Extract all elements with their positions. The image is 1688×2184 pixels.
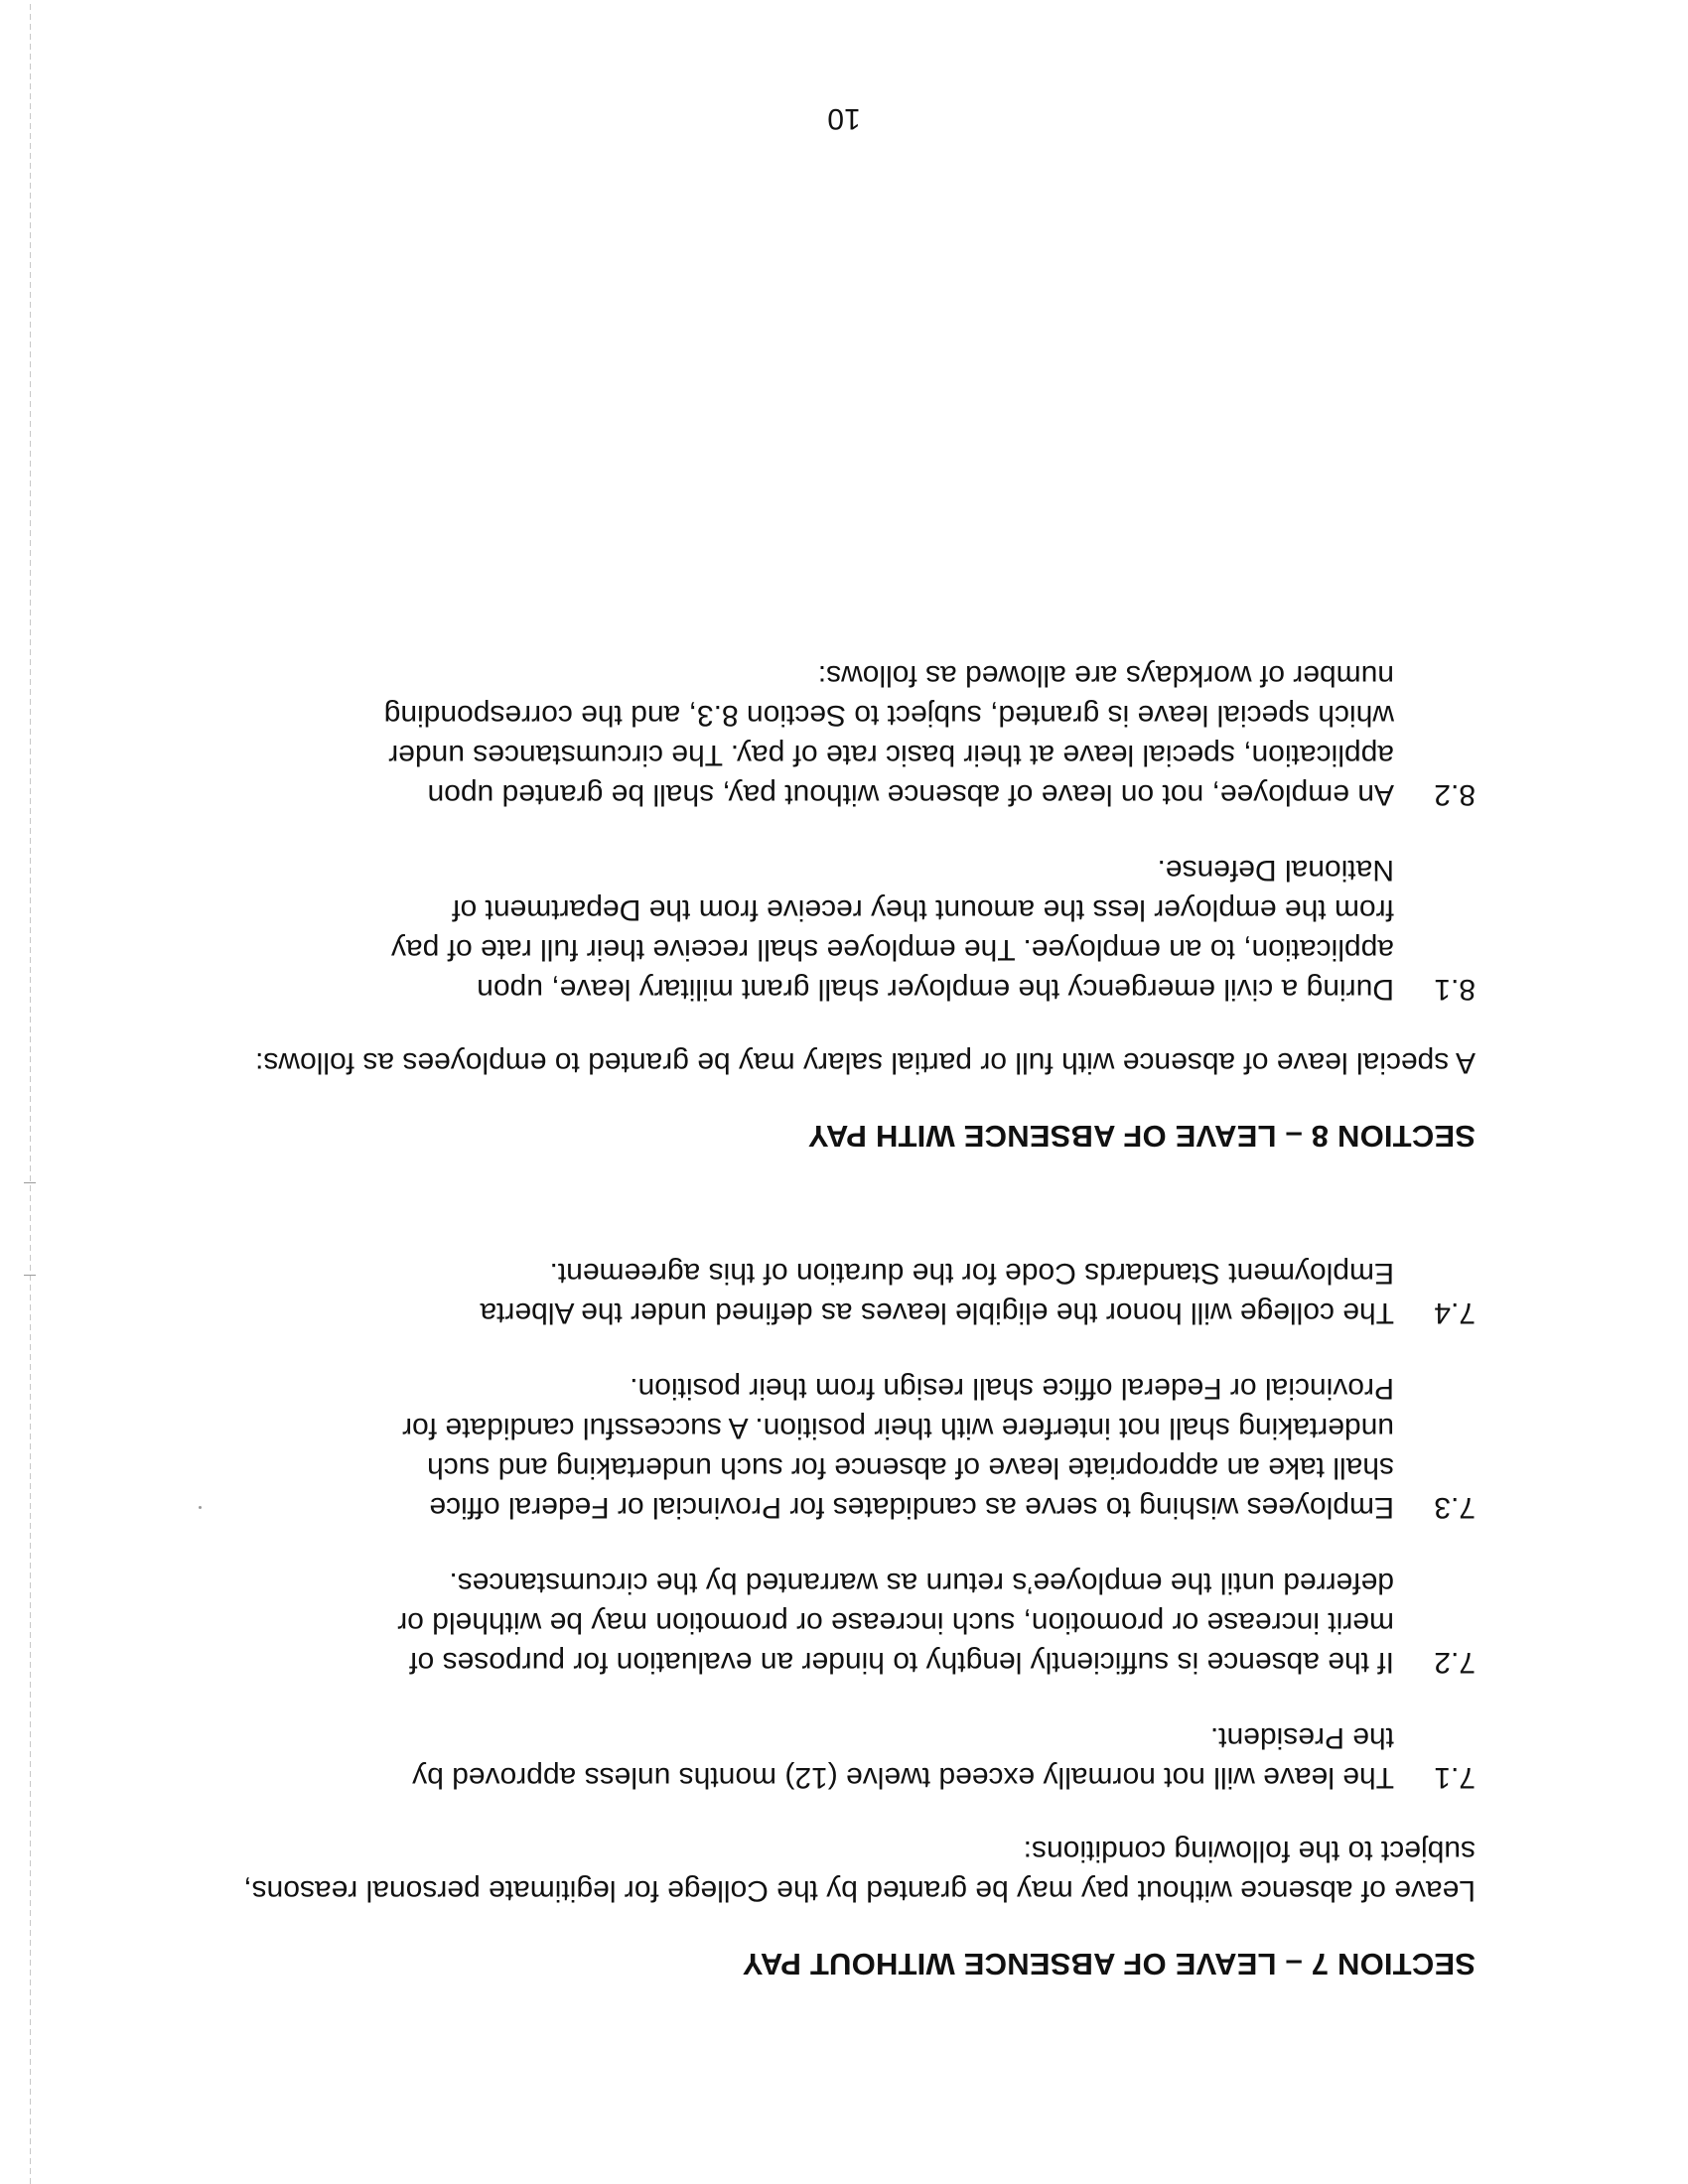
section-7-item (185, 1563, 1476, 1682)
scan-edge-mark (24, 1182, 36, 1183)
section-7-item (185, 1253, 1476, 1332)
item-number: 7.3 (1434, 1491, 1476, 1524)
item-number: 8.2 (1434, 778, 1476, 811)
section-7-item (185, 1368, 1476, 1527)
section-8-item (185, 850, 1476, 1009)
item-number: 7.2 (1434, 1646, 1476, 1679)
section-8-intro: A special leave of absence with full or partial salary may be granted to employees as follows: (255, 1046, 1476, 1079)
section-7-heading: SECTION 7 – LEAVE OF ABSENCE WITHOUT PAY (742, 1947, 1476, 1981)
section-8-heading: SECTION 8 – LEAVE OF ABSENCE WITH PAY (807, 1119, 1476, 1154)
item-text: During a civil emergency the employer shall grant military leave, upon application, to an employee. The employee shall receive their full rate of pay from the employer less the amount they receive from the Department of National Defense. (390, 854, 1394, 1006)
section-7-item (185, 1717, 1476, 1797)
scan-edge-mark (24, 1275, 36, 1276)
document-content (185, 655, 1476, 1981)
scan-edge-line (30, 0, 31, 2184)
section-8-item (185, 655, 1476, 814)
item-text: An employee, not on leave of absence without pay, shall be granted upon application, special leave at their basic rate of pay. The circumstances under which special leave is granted, subject to Section 8.3, and the corresponding number of workdays are allowed as follows: (383, 659, 1394, 811)
page-number: 10 (827, 102, 861, 135)
item-text: The leave will not normally exceed twelve (12) months unless approved by the President. (412, 1721, 1394, 1794)
section-7-intro: Leave of absence without pay may be granted by the College for legitimate personal reasons, subject to the following conditions: (243, 1835, 1476, 1907)
item-number: 8.1 (1434, 973, 1476, 1006)
item-text: If the absence is sufficiently lengthy to hinder an evaluation for purposes of merit increase or promotion, such increase or promotion may be withheld or deferred until the employee’s return as warranted by the circumstances. (397, 1567, 1394, 1679)
item-text: The college will honor the eligible leaves as defined under the Alberta Employment Standards Code for the duration of this agreement. (480, 1257, 1394, 1329)
item-text: Employees wishing to serve as candidates for Provincial or Federal office shall take an appropriate leave of absence for such undertaking and such undertaking shall not interfere with their position. A successful candidate for Provincial or Federal office shall resign from their position. (402, 1372, 1394, 1524)
item-number: 7.4 (1434, 1297, 1476, 1329)
item-number: 7.1 (1434, 1761, 1476, 1794)
